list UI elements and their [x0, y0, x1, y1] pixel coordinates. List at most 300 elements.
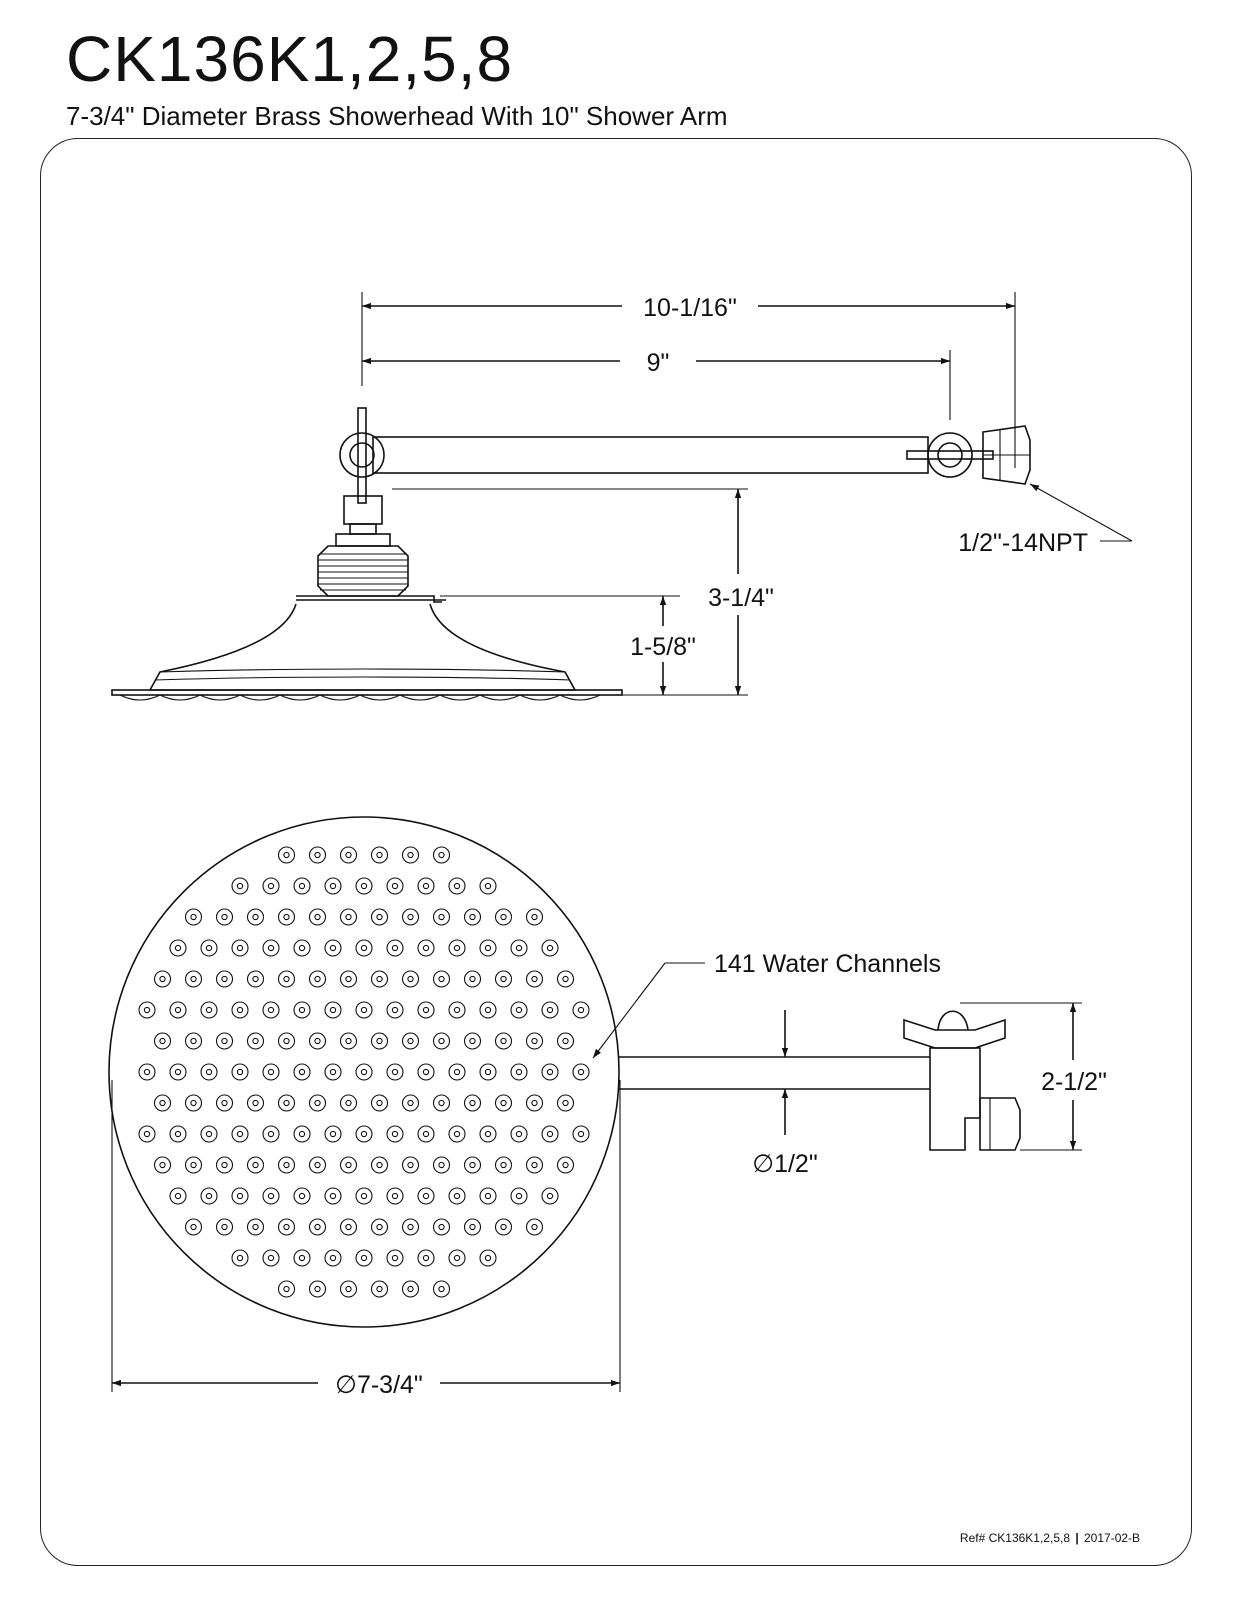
water-channel [248, 1033, 264, 1049]
water-channel-hole [222, 914, 227, 919]
water-channel [403, 1095, 419, 1111]
water-channel [527, 1219, 543, 1235]
water-channel-hole [299, 883, 304, 888]
water-channel-hole [361, 1131, 366, 1136]
water-channel [418, 1126, 434, 1142]
water-channel-hole [268, 1069, 273, 1074]
water-channel [434, 1157, 450, 1173]
water-channel-hole [408, 1038, 413, 1043]
water-channel-hole [563, 1162, 568, 1167]
water-channel [573, 1126, 589, 1142]
water-channel [480, 1002, 496, 1018]
water-channels-label: 141 Water Channels [714, 950, 941, 978]
water-channel [511, 940, 527, 956]
water-channel-hole [191, 976, 196, 981]
water-channel-hole [346, 1100, 351, 1105]
water-channel-hole [315, 852, 320, 857]
water-channel [465, 1095, 481, 1111]
water-channel [496, 909, 512, 925]
water-channel-hole [408, 1224, 413, 1229]
water-channel-hole [191, 914, 196, 919]
water-channel-hole [206, 1007, 211, 1012]
water-channel [217, 1095, 233, 1111]
water-channel [341, 847, 357, 863]
water-channel-hole [377, 976, 382, 981]
water-channel-hole [299, 1131, 304, 1136]
mount-height-label: 2-1/2" [1041, 1068, 1107, 1096]
water-channel [372, 1095, 388, 1111]
water-channel-hole [516, 1069, 521, 1074]
water-channel-hole [237, 945, 242, 950]
water-channel-hole [330, 1069, 335, 1074]
water-channel-hole [408, 852, 413, 857]
water-channel [480, 1188, 496, 1204]
water-channel-hole [160, 1100, 165, 1105]
water-channel [186, 1095, 202, 1111]
water-channel [465, 1219, 481, 1235]
water-channel [325, 1064, 341, 1080]
water-channel-hole [578, 1131, 583, 1136]
water-channel-hole [547, 945, 552, 950]
water-channel [263, 940, 279, 956]
water-channel [294, 1002, 310, 1018]
water-channel-hole [237, 883, 242, 888]
water-channel-hole [439, 852, 444, 857]
water-channel-hole [206, 1069, 211, 1074]
water-channel-hole [315, 1286, 320, 1291]
water-channel-hole [299, 1069, 304, 1074]
water-channel-hole [315, 1162, 320, 1167]
water-channel-hole [330, 1255, 335, 1260]
water-channel-hole [501, 1162, 506, 1167]
water-channel [372, 1219, 388, 1235]
water-channel [434, 1095, 450, 1111]
product-description: 7-3/4" Diameter Brass Showerhead With 10" Shower Arm [66, 101, 728, 131]
water-channel [558, 1157, 574, 1173]
water-channel [341, 1157, 357, 1173]
water-channel [387, 1064, 403, 1080]
water-channel-hole [253, 1162, 258, 1167]
water-channel-hole [361, 945, 366, 950]
water-channel [186, 1219, 202, 1235]
water-channel [434, 1281, 450, 1297]
water-channel-hole [284, 1286, 289, 1291]
water-channel [263, 1188, 279, 1204]
water-channel [356, 1188, 372, 1204]
water-channel-hole [516, 945, 521, 950]
water-channel [341, 909, 357, 925]
water-channel-hole [377, 1286, 382, 1291]
water-channel-hole [299, 1255, 304, 1260]
water-channel-hole [408, 914, 413, 919]
water-channel-hole [253, 914, 258, 919]
water-channel-hole [439, 976, 444, 981]
water-channel [170, 1064, 186, 1080]
water-channel [542, 1126, 558, 1142]
water-channel [434, 1033, 450, 1049]
water-channel-hole [485, 883, 490, 888]
water-channels [139, 847, 589, 1297]
water-channel-hole [284, 852, 289, 857]
water-channel [217, 971, 233, 987]
water-channel [294, 1126, 310, 1142]
water-channel-hole [330, 883, 335, 888]
water-channel [294, 1064, 310, 1080]
water-channel [232, 1002, 248, 1018]
water-channel-hole [284, 1038, 289, 1043]
water-channel [232, 1126, 248, 1142]
water-channel [449, 1250, 465, 1266]
water-channel [387, 1002, 403, 1018]
showerhead-side [112, 596, 622, 700]
water-channel [263, 1250, 279, 1266]
water-channel [139, 1126, 155, 1142]
water-channel [170, 940, 186, 956]
total-height-label: 3-1/4" [708, 584, 774, 612]
water-channel-hole [377, 1100, 382, 1105]
water-channel-hole [330, 1193, 335, 1198]
water-channel-hole [160, 976, 165, 981]
water-channel [325, 940, 341, 956]
water-channel [403, 1219, 419, 1235]
water-channel [279, 1281, 295, 1297]
water-channel-hole [485, 945, 490, 950]
water-channel [511, 1188, 527, 1204]
wall-fitting [983, 426, 1030, 484]
water-channel [496, 971, 512, 987]
water-channel-hole [408, 1100, 413, 1105]
water-channel [496, 1219, 512, 1235]
water-channel [279, 909, 295, 925]
water-channel-hole [423, 1007, 428, 1012]
water-channel-hole [268, 945, 273, 950]
drawing-reference: Ref# CK136K1,2,5,8 [959, 1531, 1070, 1545]
water-channel-hole [253, 1224, 258, 1229]
water-channel [170, 1126, 186, 1142]
water-channel-hole [392, 1007, 397, 1012]
water-channel [341, 1095, 357, 1111]
water-channel [418, 940, 434, 956]
water-channel-hole [439, 1286, 444, 1291]
water-channel-hole [160, 1038, 165, 1043]
water-channel-hole [377, 1162, 382, 1167]
water-channel [232, 1188, 248, 1204]
water-channel [372, 971, 388, 987]
water-channel-hole [547, 1193, 552, 1198]
water-channel-hole [501, 914, 506, 919]
water-channel-hole [423, 883, 428, 888]
water-channel-hole [268, 1255, 273, 1260]
water-channel-hole [284, 1224, 289, 1229]
water-channel [310, 1219, 326, 1235]
water-channel-hole [253, 976, 258, 981]
water-channel-hole [237, 1007, 242, 1012]
water-channel-hole [175, 1007, 180, 1012]
water-channel-hole [206, 1131, 211, 1136]
water-channel-hole [284, 1100, 289, 1105]
water-channel-hole [361, 1193, 366, 1198]
water-channel-hole [144, 1131, 149, 1136]
water-channel-hole [299, 1007, 304, 1012]
water-channel [232, 878, 248, 894]
water-channel [403, 1157, 419, 1173]
water-channel [325, 878, 341, 894]
water-channel-hole [454, 1007, 459, 1012]
water-channel-hole [547, 1131, 552, 1136]
water-channel [248, 971, 264, 987]
water-channel [201, 1064, 217, 1080]
water-channel [449, 1188, 465, 1204]
water-channel [325, 1188, 341, 1204]
water-channel [248, 909, 264, 925]
water-channel-hole [206, 945, 211, 950]
water-channel [217, 1157, 233, 1173]
water-channel-hole [392, 883, 397, 888]
water-channel [403, 1033, 419, 1049]
water-channel-hole [516, 1131, 521, 1136]
water-channel [387, 1250, 403, 1266]
water-channel-hole [144, 1007, 149, 1012]
water-channel [279, 1095, 295, 1111]
water-channel [279, 1219, 295, 1235]
water-channel [527, 1157, 543, 1173]
water-channel [155, 1095, 171, 1111]
water-channel [294, 1188, 310, 1204]
water-channel-hole [315, 914, 320, 919]
reference-separator: | [1075, 1531, 1079, 1545]
water-channel-hole [501, 1100, 506, 1105]
water-channel [480, 1064, 496, 1080]
water-channel [325, 1250, 341, 1266]
water-channel-hole [377, 1038, 382, 1043]
water-channel [263, 1064, 279, 1080]
water-channel [356, 1250, 372, 1266]
water-channel [527, 1033, 543, 1049]
water-channel [387, 940, 403, 956]
water-channel [542, 940, 558, 956]
water-channel [232, 940, 248, 956]
water-channel [217, 909, 233, 925]
water-channel-hole [408, 976, 413, 981]
water-channel-hole [315, 1224, 320, 1229]
water-channel [232, 1064, 248, 1080]
water-channel [418, 1002, 434, 1018]
water-channel-hole [439, 1162, 444, 1167]
water-channel [201, 1126, 217, 1142]
water-channel [263, 1126, 279, 1142]
water-channel-hole [222, 1038, 227, 1043]
water-channel [325, 1002, 341, 1018]
water-channel [232, 1250, 248, 1266]
water-channel-hole [268, 1193, 273, 1198]
water-channel [465, 1157, 481, 1173]
water-channel-hole [454, 945, 459, 950]
water-channel-hole [175, 945, 180, 950]
water-channel [496, 1095, 512, 1111]
water-channel [372, 847, 388, 863]
water-channel-hole [532, 914, 537, 919]
water-channel-hole [454, 1069, 459, 1074]
water-channel [418, 1250, 434, 1266]
water-channel [279, 1033, 295, 1049]
water-channel [511, 1002, 527, 1018]
water-channel [558, 971, 574, 987]
water-channel-hole [315, 976, 320, 981]
front-view [109, 817, 1107, 1399]
water-channel [449, 1126, 465, 1142]
water-channel [356, 1064, 372, 1080]
water-channel-hole [563, 976, 568, 981]
water-channel-hole [454, 1131, 459, 1136]
water-channel-hole [315, 1100, 320, 1105]
water-channel-hole [563, 1100, 568, 1105]
water-channel-hole [578, 1007, 583, 1012]
water-channel-hole [423, 1069, 428, 1074]
water-channel-hole [547, 1069, 552, 1074]
water-channel-hole [470, 1038, 475, 1043]
water-channel [279, 1157, 295, 1173]
water-channel-hole [501, 976, 506, 981]
water-channel [449, 878, 465, 894]
water-channel-hole [361, 1255, 366, 1260]
water-channel [480, 1126, 496, 1142]
water-channel-hole [175, 1131, 180, 1136]
water-channel [418, 1188, 434, 1204]
water-channel-hole [439, 914, 444, 919]
water-channel-hole [392, 1131, 397, 1136]
water-channel [372, 1157, 388, 1173]
water-channel [201, 940, 217, 956]
water-channel [372, 909, 388, 925]
water-channel [248, 1219, 264, 1235]
water-channel-hole [237, 1069, 242, 1074]
water-channel [279, 971, 295, 987]
water-channel-hole [222, 976, 227, 981]
water-channel [387, 1188, 403, 1204]
water-channel-hole [470, 914, 475, 919]
water-channel-hole [284, 1162, 289, 1167]
water-channel [155, 971, 171, 987]
arm-diameter-label: ∅1/2" [752, 1150, 818, 1178]
water-channel [341, 971, 357, 987]
water-channel-hole [392, 1069, 397, 1074]
water-channel [310, 1281, 326, 1297]
water-channel [496, 1033, 512, 1049]
water-channel-hole [330, 945, 335, 950]
water-channel-hole [191, 1162, 196, 1167]
water-channel [403, 909, 419, 925]
water-channel-hole [299, 1193, 304, 1198]
water-channel-hole [423, 1255, 428, 1260]
water-channel [372, 1281, 388, 1297]
water-channel-hole [470, 976, 475, 981]
water-channel [139, 1002, 155, 1018]
water-channel [310, 847, 326, 863]
water-channel-hole [532, 1038, 537, 1043]
water-channel [310, 909, 326, 925]
water-channel [387, 1126, 403, 1142]
water-channel-hole [237, 1193, 242, 1198]
shower-arm [373, 437, 928, 473]
water-channel-hole [361, 883, 366, 888]
water-channel-hole [268, 883, 273, 888]
water-channel [217, 1033, 233, 1049]
water-channel [527, 1095, 543, 1111]
water-channel-hole [253, 1100, 258, 1105]
water-channel-hole [222, 1100, 227, 1105]
water-channel [465, 971, 481, 987]
water-channel [465, 909, 481, 925]
water-channel [294, 1250, 310, 1266]
water-channel [310, 1157, 326, 1173]
water-channel [418, 1064, 434, 1080]
water-channel [480, 878, 496, 894]
water-channel-hole [361, 1069, 366, 1074]
water-channel-hole [501, 1038, 506, 1043]
water-channel [310, 971, 326, 987]
water-channel [573, 1002, 589, 1018]
water-channel [542, 1064, 558, 1080]
swivel-nut [318, 546, 408, 596]
water-channel [217, 1219, 233, 1235]
water-channel [372, 1033, 388, 1049]
water-channel [403, 1281, 419, 1297]
head-height-label: 1-5/8" [630, 633, 696, 661]
water-channel-hole [191, 1038, 196, 1043]
water-channel [248, 1095, 264, 1111]
water-channel [465, 1033, 481, 1049]
water-channel [356, 1126, 372, 1142]
water-channel [186, 1157, 202, 1173]
water-channel-hole [253, 1038, 258, 1043]
water-channel-hole [237, 1131, 242, 1136]
water-channel [325, 1126, 341, 1142]
overall-length-label: 10-1/16" [643, 294, 737, 322]
water-channel [434, 1219, 450, 1235]
water-channel-hole [516, 1007, 521, 1012]
water-channel [155, 1157, 171, 1173]
side-view [112, 292, 1132, 700]
water-channel [434, 971, 450, 987]
water-channel-hole [392, 1193, 397, 1198]
water-channel-hole [485, 1007, 490, 1012]
water-channel-hole [485, 1193, 490, 1198]
water-channel-hole [191, 1100, 196, 1105]
water-channel [418, 878, 434, 894]
head-diameter-label: ∅7-3/4" [335, 1371, 423, 1399]
water-channel [356, 878, 372, 894]
water-channel-hole [532, 976, 537, 981]
water-channel-hole [485, 1255, 490, 1260]
water-channel [201, 1188, 217, 1204]
water-channel-hole [454, 1255, 459, 1260]
water-channel-hole [470, 1100, 475, 1105]
water-channel [449, 1064, 465, 1080]
thread-label: 1/2"-14NPT [958, 529, 1088, 557]
water-channel-hole [578, 1069, 583, 1074]
water-channel-hole [439, 1224, 444, 1229]
water-channel-hole [346, 976, 351, 981]
water-channel [310, 1033, 326, 1049]
water-channel-hole [439, 1100, 444, 1105]
water-channel [511, 1126, 527, 1142]
water-channel-hole [268, 1131, 273, 1136]
water-channel [449, 940, 465, 956]
water-channel-hole [284, 914, 289, 919]
arm-length-label: 9" [646, 349, 670, 377]
water-channel-hole [408, 1162, 413, 1167]
water-channel [387, 878, 403, 894]
